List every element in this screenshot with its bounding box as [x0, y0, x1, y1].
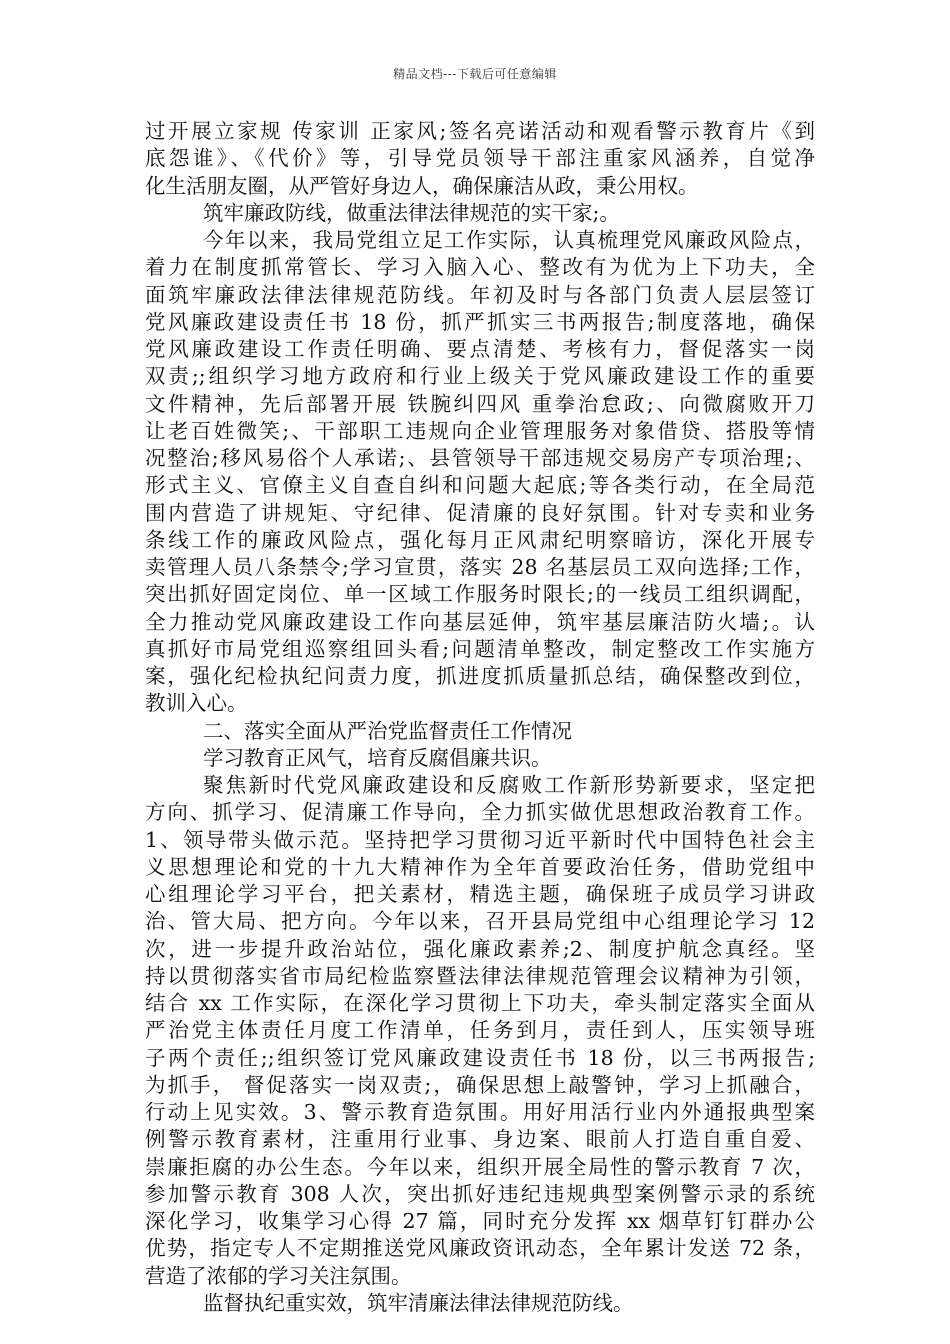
text-line: 为抓手， 督促落实一岗双责;，确保思想上敲警钟，学习上抓融合，	[145, 1072, 815, 1097]
text-line: 崇廉拒腐的办公生态。今年以来，组织开展全局性的警示教育 7 次，	[145, 1154, 815, 1179]
text-line: 例警示教育素材，注重用行业事、身边案、眼前人打造自重自爱、	[145, 1127, 815, 1152]
text-line: 严治党主体责任月度工作清单，任务到月，责任到人，压实领导班	[145, 1018, 815, 1043]
text-line: 监督执纪重实效，筑牢清廉法律法律规范防线。	[203, 1290, 634, 1315]
document-body	[145, 118, 815, 1317]
text-line: 心组理论学习平台，把关素材，精选主题，确保班子成员学习讲政	[145, 882, 815, 906]
text-line: 1、领导带头做示范。坚持把学习贯彻习近平新时代中国特色社会主	[145, 827, 815, 852]
text-line: 聚焦新时代党风廉政建设和反腐败工作新形势新要求，坚定把	[203, 773, 815, 797]
text-line: 党风廉政建设工作责任明确、要点清楚、考核有力，督促落实一岗	[145, 337, 815, 361]
text-line: 筑牢廉政防线，做重法律法律规范的实干家;。	[203, 200, 620, 225]
text-line: 文件精神，先后部署开展 铁腕纠四风 重拳治怠政;、向微腐败开刀	[145, 391, 815, 416]
text-line: 方向、抓学习、促清廉工作导向，全力抓实做优思想政治教育工作。	[145, 800, 815, 825]
text-line: 过开展立家规 传家训 正家风;签名亮诺活动和观看警示教育片《到	[145, 119, 815, 143]
text-line: 双责;;组织学习地方政府和行业上级关于党风廉政建设工作的重要	[145, 364, 815, 389]
text-line: 优势，指定专人不定期推送党风廉政资讯动态，全年累计发送 72 条，	[145, 1236, 815, 1261]
text-line: 今年以来，我局党组立足工作实际，认真梳理党风廉政风险点，	[203, 228, 815, 252]
text-line: 条线工作的廉政风险点，强化每月正风肃纪明察暗访，深化开展专	[145, 527, 815, 552]
text-line: 子两个责任;;组织签订党风廉政建设责任书 18 份，以三书两报告;	[145, 1045, 815, 1070]
text-line: 底怨谁》、《代价》等，引导党员领导干部注重家风涵养，自觉净	[145, 146, 815, 171]
text-line: 突出抓好固定岗位、单一区域工作服务时限长;的一线员工组织调配，	[145, 582, 815, 607]
text-line: 真抓好市局党组巡察组回头看;问题清单整改，制定整改工作实施方	[145, 636, 815, 661]
text-line: 次，进一步提升政治站位，强化廉政素养;2、制度护航念真经。坚	[145, 936, 815, 961]
text-line: 结合 xx 工作实际，在深化学习贯彻上下功夫，牵头制定落实全面从	[145, 991, 815, 1015]
text-line: 深化学习，收集学习心得 27 篇，同时充分发挥 xx 烟草钉钉群办公	[145, 1209, 815, 1233]
text-line: 面筑牢廉政法律法律规范防线。年初及时与各部门负责人层层签订	[145, 282, 815, 307]
text-line: 化生活朋友圈，从严管好身边人，确保廉洁从政，秉公用权。	[145, 173, 699, 198]
text-line: 学习教育正风气，培育反腐倡廉共识。	[203, 745, 552, 770]
text-line: 营造了浓郁的学习关注氛围。	[145, 1263, 412, 1288]
text-line: 义思想理论和党的十九大精神作为全年首要政治任务，借助党组中	[145, 854, 815, 879]
page-header: 精品文档---下载后可任意编辑	[393, 67, 557, 81]
text-line: 让老百姓微笑;、干部职工违规向企业管理服务对象借贷、搭股等情	[145, 418, 815, 443]
text-line: 案，强化纪检执纪问责力度，抓进度抓质量抓总结，确保整改到位，	[145, 664, 815, 688]
text-line: 党风廉政建设责任书 18 份，抓严抓实三书两报告;制度落地，确保	[145, 309, 815, 334]
text-line: 况整治;移风易俗个人承诺;、县管领导干部违规交易房产专项治理;、	[145, 446, 815, 470]
text-line: 形式主义、官僚主义自查自纠和问题大起底;等各类行动，在全局范	[145, 473, 815, 498]
text-line: 行动上见实效。3、警示教育造氛围。用好用活行业内外通报典型案	[145, 1100, 815, 1124]
text-line: 教训入心。	[145, 691, 248, 716]
text-line: 持以贯彻落实省市局纪检监察暨法律法律规范管理会议精神为引领，	[145, 963, 815, 988]
text-line: 参加警示教育 308 人次，突出抓好违纪违规典型案例警示录的系统	[145, 1181, 815, 1206]
text-line: 全力推动党风廉政建设工作向基层延伸，筑牢基层廉洁防火墙;。认	[145, 609, 815, 634]
text-line: 二、落实全面从严治党监督责任工作情况	[203, 718, 572, 743]
text-line: 卖管理人员八条禁令;学习宣贯，落实 28 名基层员工双向选择;工作，	[145, 555, 815, 579]
text-line: 治、管大局、把方向。今年以来，召开县局党组中心组理论学习 12	[145, 909, 815, 934]
text-line: 着力在制度抓常管长、学习入脑入心、整改有为优为上下功夫，全	[145, 255, 815, 280]
text-line: 围内营造了讲规矩、守纪律、促清廉的良好氛围。针对专卖和业务	[145, 500, 815, 525]
